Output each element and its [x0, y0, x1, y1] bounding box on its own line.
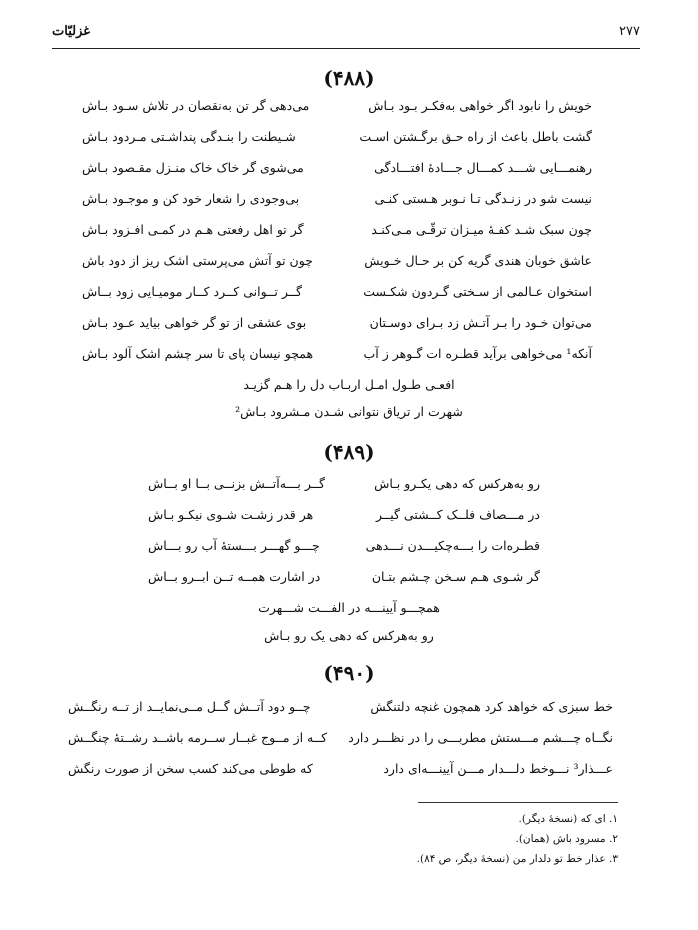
hemistich-second: کــه از مــوج غبــار ســرمه باشــد رشــتهٔ چنگــش: [68, 730, 328, 745]
footnote: ۲. مسرود باش (همان).: [515, 833, 618, 845]
hemistich-first: چون سبک شـد کفـهٔ میـزان ترقّـی مـی‌کنـد: [371, 222, 592, 237]
hemistich-first: رو به‌هرکس که دهی یکـرو بـاش: [374, 476, 540, 491]
hemistich-second: بی‌وجودی را شعار خود کن و موجـود بـاش: [82, 191, 300, 206]
hemistich-first: خویش را نابود اگر خواهی به‌فکـر بـود بـاش: [368, 98, 592, 113]
poem-number-490: (۴۹۰): [323, 661, 375, 685]
hemistich-second: چون تو آتش می‌پرستی اشک ریز از دود باش: [82, 253, 313, 268]
hemistich-first: خط سبزی که خواهد کرد همچون غنچه دلتنگش: [370, 699, 613, 714]
hemistich-first: گشت باطل باعث از راه حـق برگـشتن اسـت: [359, 129, 592, 144]
hemistich-second: بوی عشقی از تو گر خواهی بیاید عـود بـاش: [82, 315, 307, 330]
hemistich-first: می‌توان خـود را بـر آتـش زد بـرای دوسـتان: [369, 315, 592, 330]
hemistich-second: گر تو اهل رفعتی هـم در کمـی افـزود بـاش: [82, 222, 304, 237]
hemistich-first: عاشق خوبان هندی گریه کن بر حـال خـویش: [364, 253, 592, 268]
hemistich-first: نگــاه چـــشم مـــستش مطربـــی را در نظـــر دارد: [348, 730, 613, 745]
hemistich-first: رهنمـــایی شـــد کمـــال جـــادهٔ افتـــادگی: [374, 160, 592, 175]
hemistich-first: عـــذار³ نـــوخط دلـــدار مـــن آیینـــه‌ای دارد: [383, 761, 613, 776]
hemistich-first: استخوان عـالمی از سـختی گـردون شکـست: [363, 284, 592, 299]
page-header: [52, 22, 640, 49]
hemistich-second: گــر بـــه‌آتــش بزنــی بــا او بــاش: [148, 476, 326, 491]
footnote: ۱. ای که (نسخهٔ دیگر).: [518, 813, 618, 825]
hemistich-second: می‌شوی گر خاک خاک منـزل مقـصود بـاش: [82, 160, 304, 175]
closing-hemistich: رو به‌هرکس که دهی یک رو بـاش: [264, 628, 434, 643]
hemistich-first: در مـــصاف فلــک کــشتی گیــر: [376, 507, 540, 522]
hemistich-second: در اشارت همــه تــن ابــرو بــاش: [148, 569, 321, 584]
hemistich-first: قطـره‌ات را بـــه‌چکیـــدن نـــدهی: [365, 538, 540, 553]
page-number: ۲۷۷: [619, 24, 640, 39]
closing-hemistich: افعـی طـول امـل اربـاب دل را هـم گزیـد: [243, 377, 455, 392]
hemistich-second: چـــو گهـــر بـــستهٔ آب رو بـــاش: [148, 538, 320, 553]
footnote-divider: [418, 802, 618, 803]
hemistich-second: شـیطنت را بنـدگی پنداشـتی مـردود بـاش: [82, 129, 296, 144]
running-title: غزلیّات: [52, 24, 91, 39]
hemistich-second: همچو نیسان پای تا سر چشم اشک آلود بـاش: [82, 346, 314, 361]
hemistich-second: چــو دود آتــش گــل مــی‌نمایــد از تــه رنگــش: [68, 699, 311, 714]
closing-hemistich: همچـــو آیینـــه در الفـــت شـــهرت: [258, 600, 440, 615]
poem-number-489: (۴۸۹): [323, 440, 375, 464]
closing-hemistich: شهرت ار تریاق نتوانی شـدن مـشرود بـاش²: [235, 404, 463, 419]
poem-number-488: (۴۸۸): [323, 66, 375, 90]
hemistich-first: گر شـوی هـم سـخن چـشم بتـان: [371, 569, 540, 584]
hemistich-second: هر قدر زشـت شـوی نیکـو بـاش: [148, 507, 314, 522]
hemistich-first: آنکه¹ می‌خواهی برآید قطـره ات گـوهر ز آب: [363, 346, 592, 361]
hemistich-second: گــر تــوانی کــرد کــار مومیـایی زود بــاش: [82, 284, 303, 299]
footnote: ۳. عذار خط تو دلدار من (نسخهٔ دیگر، ص ۸۴).: [416, 853, 618, 865]
hemistich-second: می‌دهی گر تن به‌نقصان در تلاش سـود بـاش: [82, 98, 310, 113]
hemistich-second: که طوطی می‌کند کسب سخن از صورت رنگش: [68, 761, 313, 776]
hemistich-first: نیست شو در زنـدگی تـا نـوبر هـستی کنـی: [374, 191, 592, 206]
